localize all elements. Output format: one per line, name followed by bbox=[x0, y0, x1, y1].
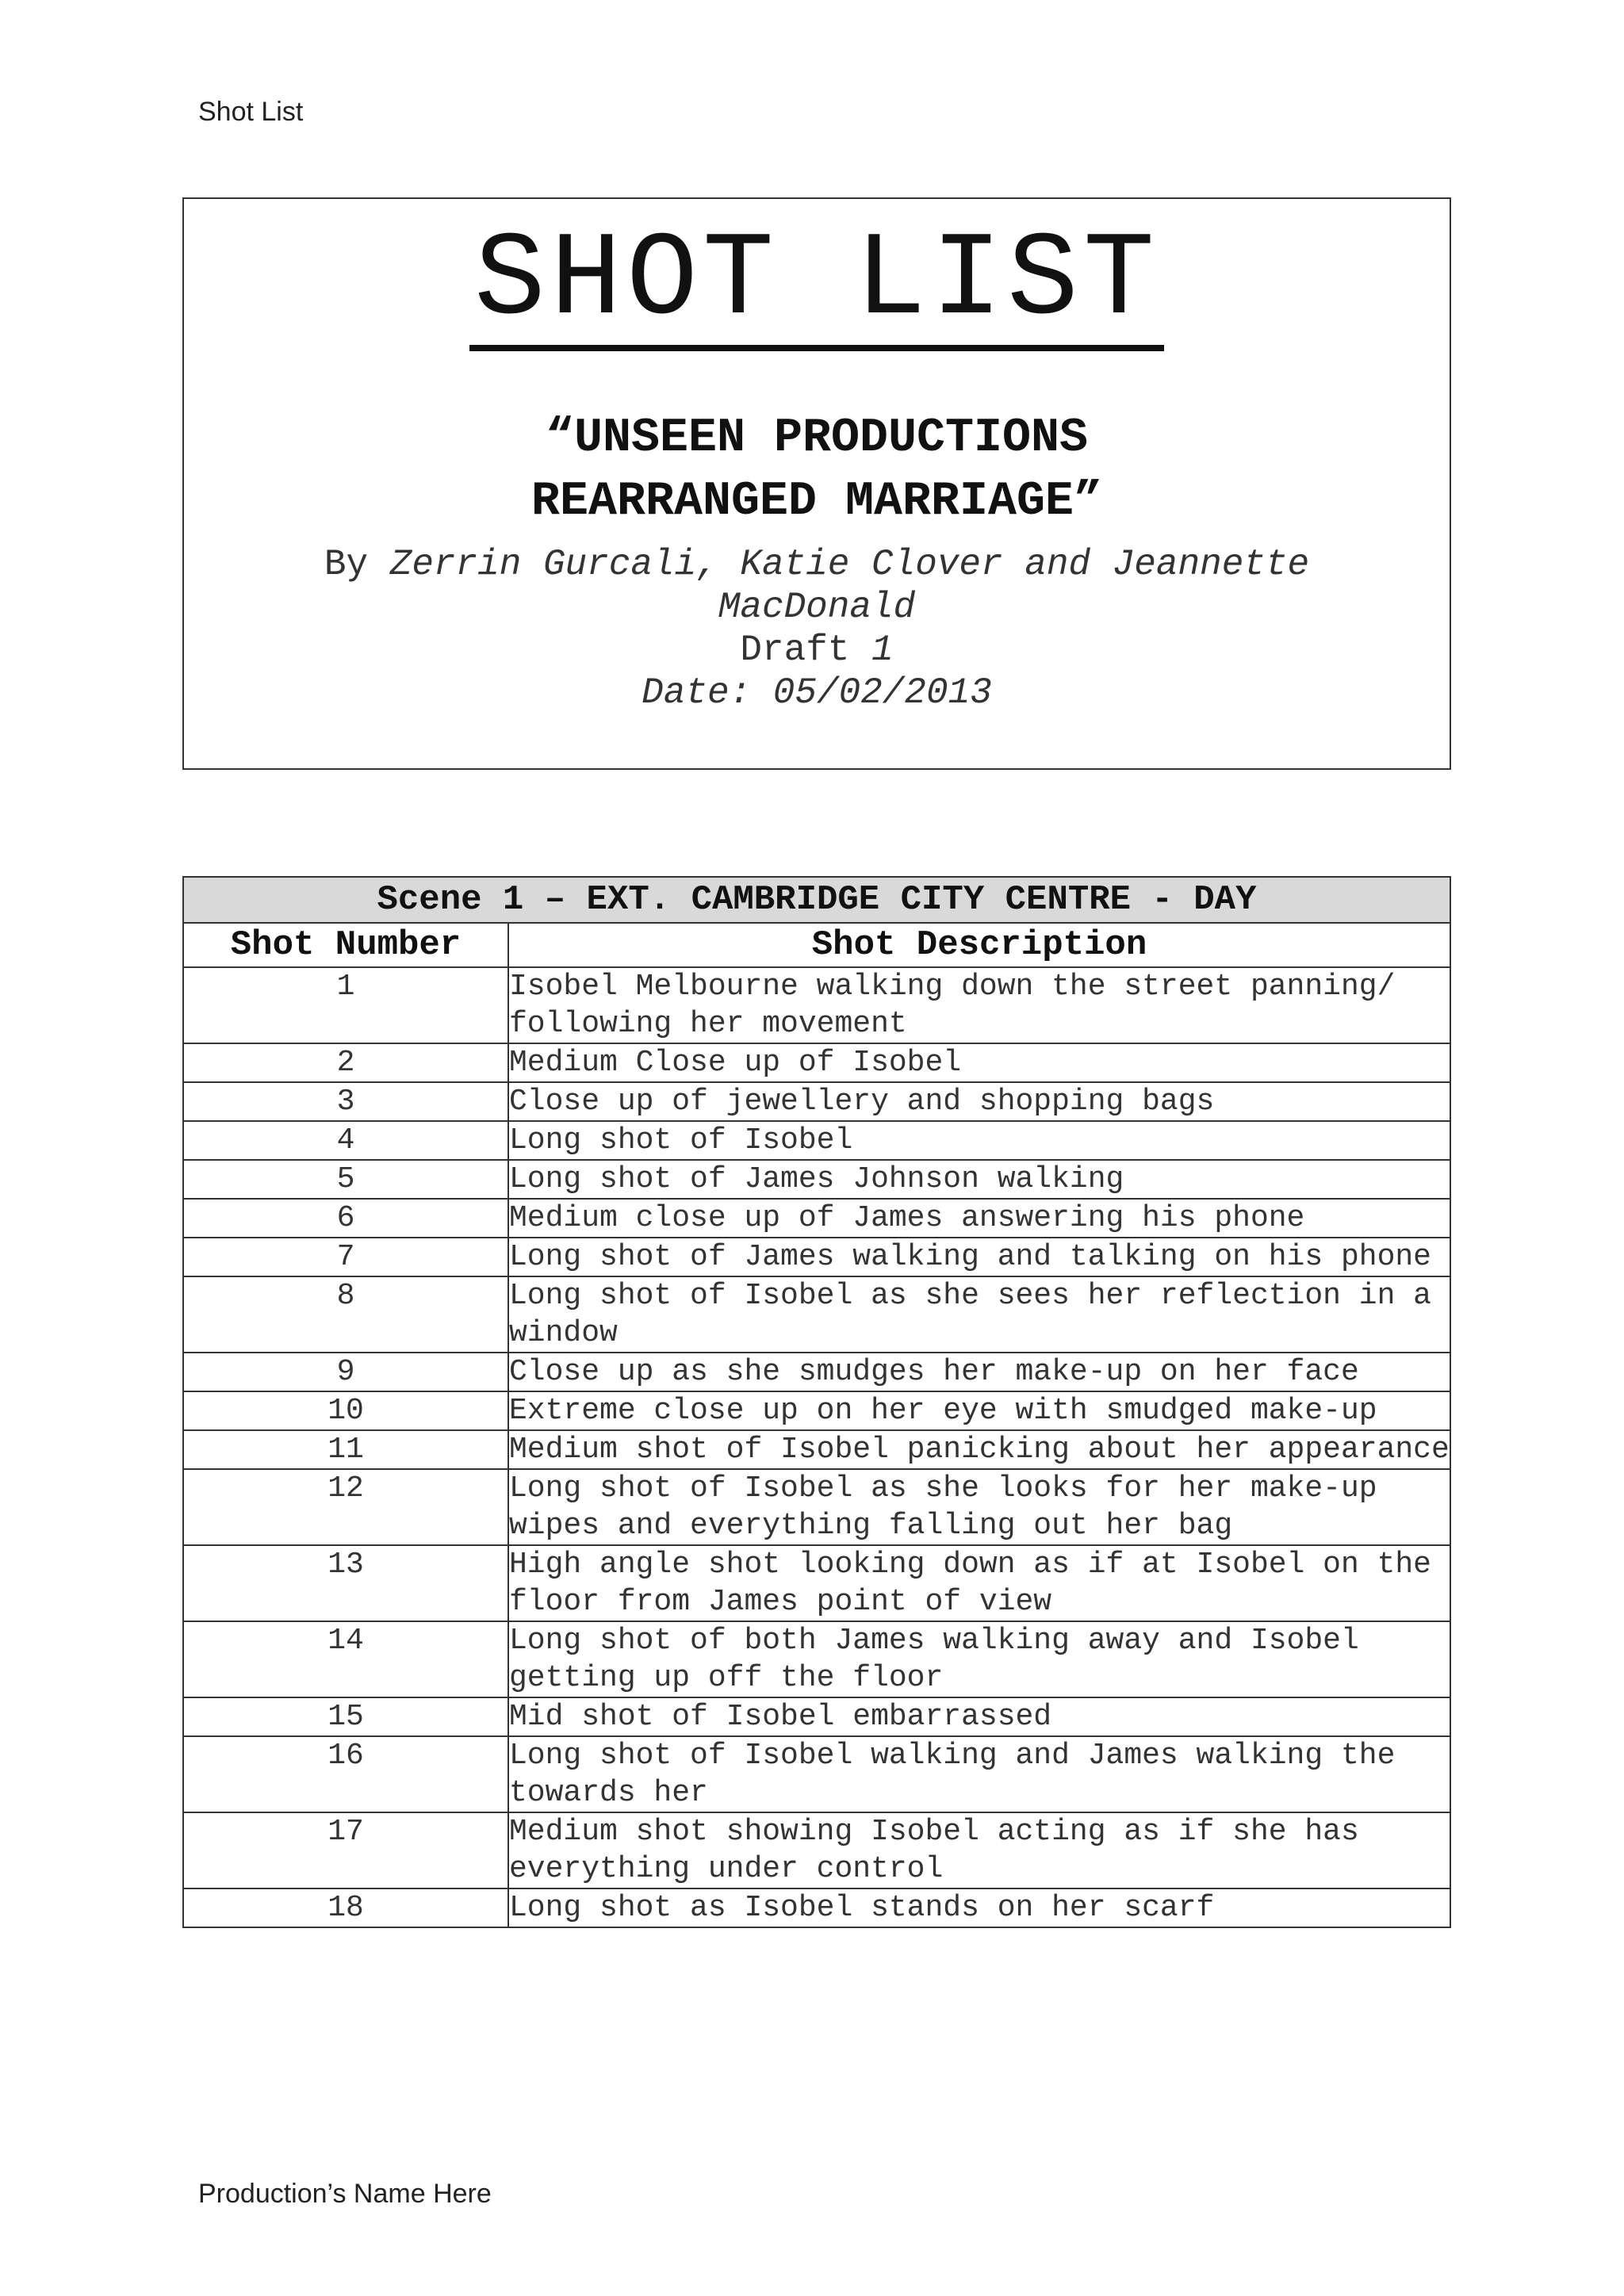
table-row bbox=[183, 1276, 1450, 1353]
byline-prefix: By bbox=[324, 544, 390, 585]
table-row bbox=[183, 1736, 1450, 1812]
shot-description-cell: High angle shot looking down as if at Isobel on the floor from James point of view bbox=[508, 1545, 1450, 1621]
shot-description-cell: Medium Close up of Isobel bbox=[508, 1043, 1450, 1082]
column-header-shot-number: Shot Number bbox=[183, 923, 508, 967]
shot-number-cell: 13 bbox=[183, 1545, 508, 1621]
shot-number-cell: 14 bbox=[183, 1621, 508, 1697]
shot-number-cell: 15 bbox=[183, 1697, 508, 1736]
shot-number-cell: 1 bbox=[183, 967, 508, 1043]
authors: Zerrin Gurcali, Katie Clover and Jeannette MacDonald bbox=[389, 544, 1310, 628]
production-title-line-1: “UNSEEN PRODUCTIONS bbox=[545, 411, 1089, 465]
table-row bbox=[183, 1430, 1450, 1469]
shot-number-cell: 4 bbox=[183, 1121, 508, 1160]
shot-number-cell: 3 bbox=[183, 1082, 508, 1121]
table-row bbox=[183, 1353, 1450, 1391]
shot-description-cell: Close up as she smudges her make-up on her face bbox=[508, 1353, 1450, 1391]
table-row bbox=[183, 1621, 1450, 1697]
title-block bbox=[182, 197, 1451, 770]
column-header-shot-description: Shot Description bbox=[508, 923, 1450, 967]
column-header-row bbox=[183, 923, 1450, 967]
table-row bbox=[183, 1160, 1450, 1199]
table-row bbox=[183, 1238, 1450, 1276]
table-row bbox=[183, 1812, 1450, 1888]
production-title bbox=[184, 407, 1450, 534]
table-row bbox=[183, 1082, 1450, 1121]
shot-description-cell: Long shot of Isobel walking and James walking the towards her bbox=[508, 1736, 1450, 1812]
page-footer: Production’s Name Here bbox=[198, 2179, 492, 2209]
draft-label: Draft bbox=[740, 629, 872, 671]
draft-number: 1 bbox=[871, 629, 894, 671]
table-row bbox=[183, 1043, 1450, 1082]
shot-number-cell: 5 bbox=[183, 1160, 508, 1199]
shot-description-cell: Mid shot of Isobel embarrassed bbox=[508, 1697, 1450, 1736]
shot-description-cell: Extreme close up on her eye with smudged make-up bbox=[508, 1391, 1450, 1430]
shot-number-cell: 7 bbox=[183, 1238, 508, 1276]
shot-description-cell: Isobel Melbourne walking down the street panning/ following her movement bbox=[508, 967, 1450, 1043]
table-row bbox=[183, 967, 1450, 1043]
shot-description-cell: Medium shot of Isobel panicking about her appearance bbox=[508, 1430, 1450, 1469]
table-row bbox=[183, 1199, 1450, 1238]
shot-number-cell: 8 bbox=[183, 1276, 508, 1353]
table-row bbox=[183, 1391, 1450, 1430]
scene-heading: Scene 1 – EXT. CAMBRIDGE CITY CENTRE - DAY bbox=[183, 877, 1450, 923]
shot-number-cell: 16 bbox=[183, 1736, 508, 1812]
shot-description-cell: Long shot of both James walking away and Isobel getting up off the floor bbox=[508, 1621, 1450, 1697]
shot-number-cell: 11 bbox=[183, 1430, 508, 1469]
draft-line bbox=[184, 629, 1450, 672]
shot-number-cell: 2 bbox=[183, 1043, 508, 1082]
byline bbox=[184, 543, 1450, 629]
main-title: SHOT LIST bbox=[469, 218, 1164, 351]
date-line: Date: 05/02/2013 bbox=[642, 672, 992, 714]
table-row bbox=[183, 1697, 1450, 1736]
shot-number-cell: 18 bbox=[183, 1888, 508, 1927]
table-row bbox=[183, 1121, 1450, 1160]
shot-description-cell: Long shot of Isobel as she sees her reflection in a window bbox=[508, 1276, 1450, 1353]
shot-description-cell: Long shot of James Johnson walking bbox=[508, 1160, 1450, 1199]
production-title-line-2: REARRANGED MARRIAGE” bbox=[530, 475, 1103, 529]
page-header: Shot List bbox=[198, 97, 304, 127]
shot-list-table bbox=[182, 876, 1451, 1928]
shot-number-cell: 9 bbox=[183, 1353, 508, 1391]
scene-heading-row bbox=[183, 877, 1450, 923]
shot-description-cell: Medium shot showing Isobel acting as if she has everything under control bbox=[508, 1812, 1450, 1888]
table-row bbox=[183, 1888, 1450, 1927]
shot-number-cell: 6 bbox=[183, 1199, 508, 1238]
shot-description-cell: Close up of jewellery and shopping bags bbox=[508, 1082, 1450, 1121]
shot-rows bbox=[183, 967, 1450, 1927]
shot-description-cell: Medium close up of James answering his phone bbox=[508, 1199, 1450, 1238]
shot-number-cell: 17 bbox=[183, 1812, 508, 1888]
shot-description-cell: Long shot of Isobel bbox=[508, 1121, 1450, 1160]
shot-number-cell: 12 bbox=[183, 1469, 508, 1545]
table-row bbox=[183, 1545, 1450, 1621]
shot-description-cell: Long shot of Isobel as she looks for her make-up wipes and everything falling out her bag bbox=[508, 1469, 1450, 1545]
shot-description-cell: Long shot as Isobel stands on her scarf bbox=[508, 1888, 1450, 1927]
shot-description-cell: Long shot of James walking and talking on his phone bbox=[508, 1238, 1450, 1276]
table-row bbox=[183, 1469, 1450, 1545]
shot-number-cell: 10 bbox=[183, 1391, 508, 1430]
